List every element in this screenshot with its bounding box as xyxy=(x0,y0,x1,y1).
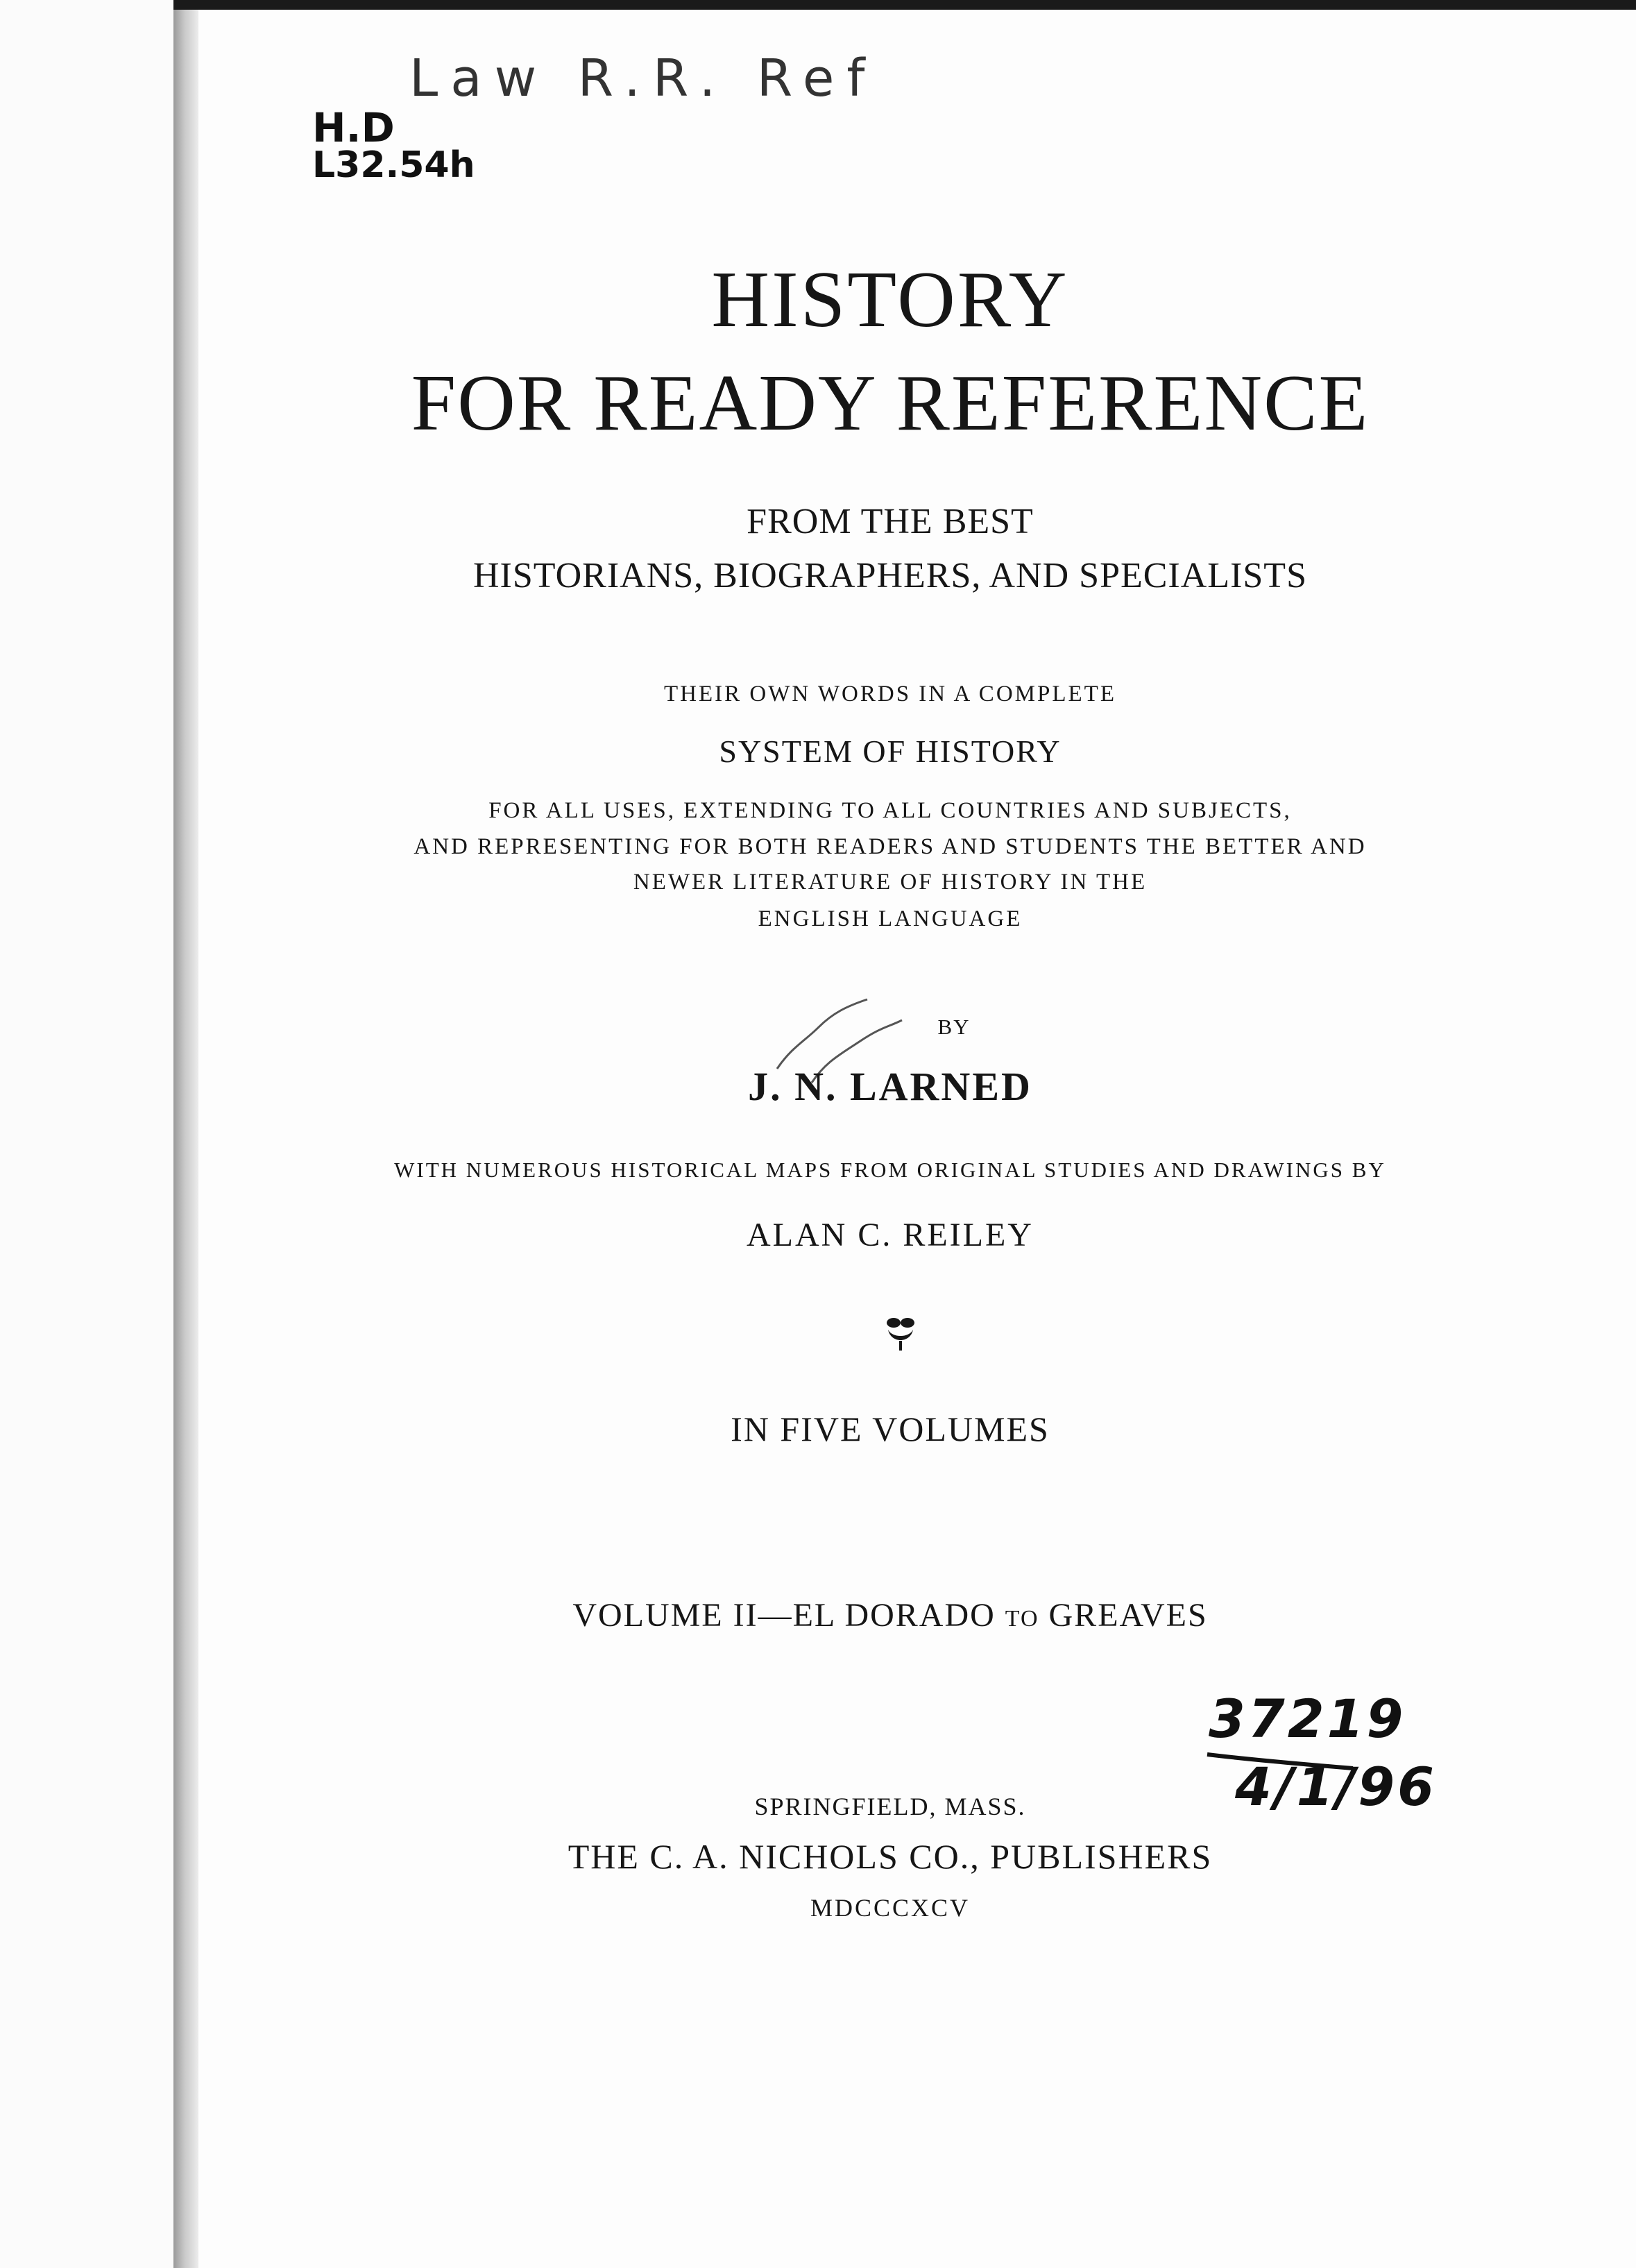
description-line1: THEIR OWN WORDS IN A COMPLETE xyxy=(664,682,1116,706)
imprint-place: SPRINGFIELD, MASS. xyxy=(754,1793,1026,1820)
fleuron-icon xyxy=(883,1313,919,1352)
title-line2: FOR READY REFERENCE xyxy=(411,359,1370,448)
volume-title xyxy=(72,1596,1636,1634)
handwritten-call-number-line1: H.D xyxy=(312,104,395,151)
volume-to: TO xyxy=(1005,1606,1039,1632)
description-line4: AND REPRESENTING FOR BOTH READERS AND STUDENTS THE BETTER AND xyxy=(414,834,1367,859)
top-edge-shadow xyxy=(173,0,1636,10)
description-line3: FOR ALL USES, EXTENDING TO ALL COUNTRIES AND SUBJECTS, xyxy=(488,798,1292,823)
subtitle-line1: FROM THE BEST xyxy=(747,502,1034,541)
imprint-year: MDCCCXCV xyxy=(810,1894,971,1922)
volume-suffix: GREAVES xyxy=(1039,1597,1208,1634)
handwritten-call-number-line2: L32.54h xyxy=(312,144,475,186)
maps-line: WITH NUMEROUS HISTORICAL MAPS FROM ORIGINAL STUDIES AND DRAWINGS BY xyxy=(394,1158,1386,1182)
illustrator-name: ALAN C. REILEY xyxy=(747,1217,1034,1253)
subtitle-line2: HISTORIANS, BIOGRAPHERS, AND SPECIALISTS xyxy=(472,556,1307,595)
description-line5: NEWER LITERATURE OF HISTORY IN THE xyxy=(633,870,1148,895)
imprint-publisher: THE C. A. NICHOLS CO., PUBLISHERS xyxy=(568,1837,1213,1876)
author-by: BY xyxy=(937,1015,971,1039)
volume-prefix: VOLUME II—EL DORADO xyxy=(572,1597,1005,1634)
author-name: J. N. LARNED xyxy=(748,1064,1032,1109)
handwritten-accession-date: 4/1/96 xyxy=(1235,1756,1438,1818)
description-line6: ENGLISH LANGUAGE xyxy=(758,906,1023,931)
volumes-count: IN FIVE VOLUMES xyxy=(731,1410,1050,1448)
title-line1: HISTORY xyxy=(711,255,1069,344)
description-line2: SYSTEM OF HISTORY xyxy=(719,734,1062,769)
handwritten-shelf-mark: Law R.R. Ref xyxy=(409,49,878,108)
handwritten-accession-number: 37219 xyxy=(1209,1688,1406,1750)
